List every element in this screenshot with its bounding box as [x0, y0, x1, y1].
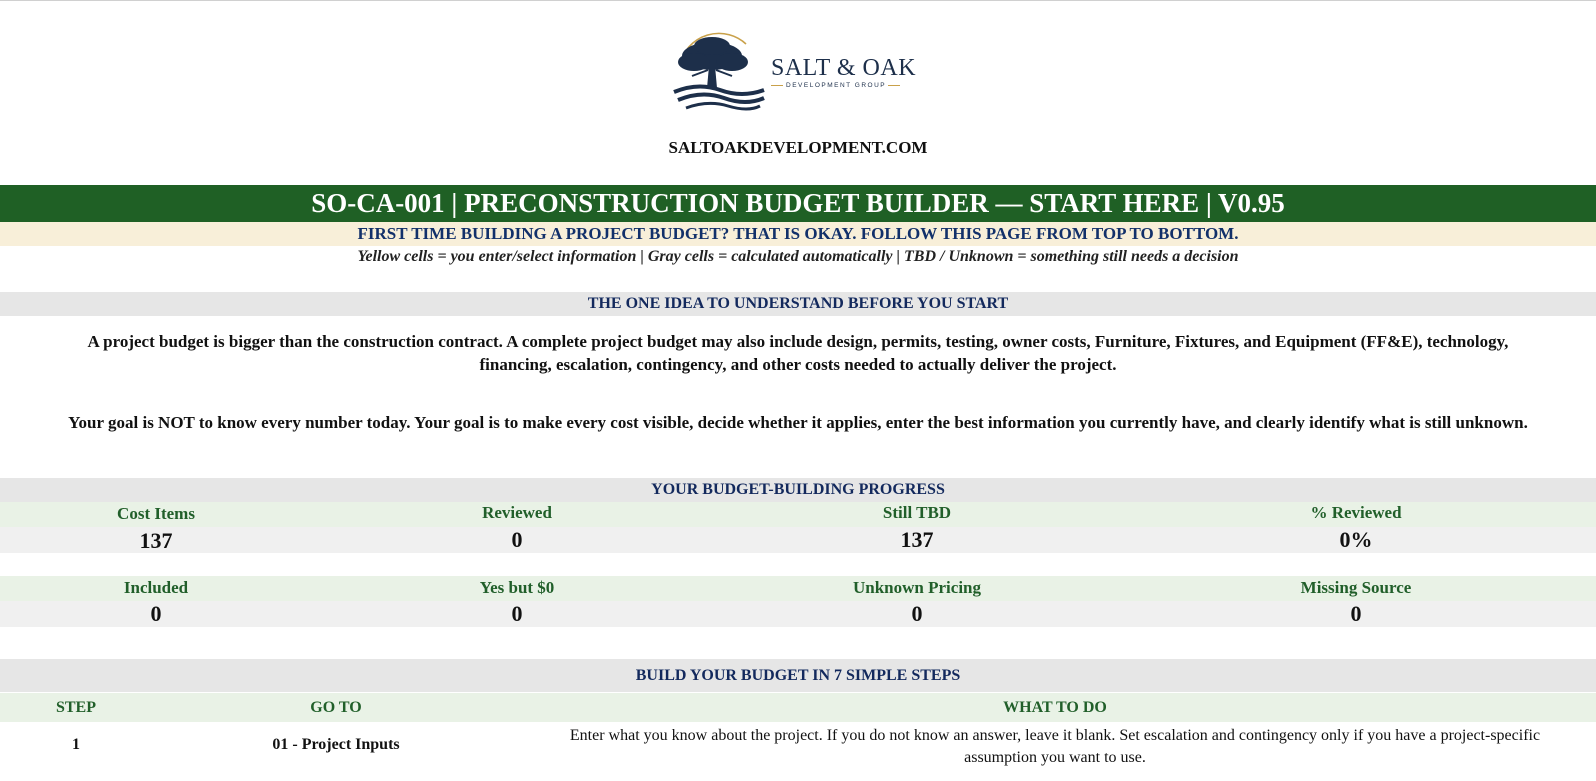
- step-instructions: [530, 725, 1580, 769]
- metric-label-yes-but-zero: Yes but $0: [479, 578, 555, 597]
- page-title: SO-CA-001 | PRECONSTRUCTION BUDGET BUILDER — START HERE | V0.95: [0, 185, 1596, 222]
- steps-heading: BUILD YOUR BUDGET IN 7 SIMPLE STEPS: [0, 659, 1596, 692]
- metric-label-still-tbd: Still TBD: [882, 503, 952, 522]
- cell-legend: Yellow cells = you enter/select information | Gray cells = calculated automatically | TBD / Unknown = something still needs a decision: [357, 248, 1239, 265]
- metric-label-unknown-pricing: Unknown Pricing: [853, 578, 981, 597]
- metric-value-unknown-pricing: 0: [911, 601, 923, 626]
- website-link[interactable]: SALTOAKDEVELOPMENT.COM: [668, 138, 928, 157]
- step-go-to-link[interactable]: 01 - Project Inputs: [272, 736, 400, 753]
- logo-rule-right: [888, 85, 900, 86]
- metric-label-cost-items: Cost Items: [117, 504, 195, 523]
- metric-label-included: Included: [123, 578, 189, 597]
- goal-text: Your goal is NOT to know every number today. Your goal is to make every cost visible, decide whether it applies, enter the best information you currently have, and clearly identify what is still unknown.: [68, 413, 1528, 432]
- step-instructions-line-1: Enter what you know about the project. If you do not know an answer, leave it blank. Set escalation and contingency only if you have a project-specific: [569, 727, 1541, 744]
- idea-text-line-1: A project budget is bigger than the construction contract. A complete project budget may also include design, permits, testing, owner costs, Furniture, Fixtures, and Equipment (FF&E), technology,: [87, 332, 1509, 351]
- page-subtitle: FIRST TIME BUILDING A PROJECT BUDGET? THAT IS OKAY. FOLLOW THIS PAGE FROM TOP TO BOTTOM.: [0, 222, 1596, 246]
- logo-subtitle: DEVELOPMENT GROUP: [786, 82, 887, 89]
- column-header-what-to-do: WHAT TO DO: [1003, 699, 1107, 716]
- column-header-go-to: GO TO: [310, 699, 362, 716]
- logo-rule-left: [771, 85, 783, 86]
- metric-value-still-tbd: 137: [900, 527, 934, 552]
- metric-value-yes-but-zero: 0: [511, 601, 523, 626]
- idea-text-line-2: financing, escalation, contingency, and other costs needed to actually deliver the project.: [479, 355, 1117, 374]
- metric-value-missing-source: 0: [1350, 601, 1362, 626]
- column-header-step: STEP: [55, 699, 96, 716]
- logo-wordmark: SALT & OAK: [771, 55, 917, 81]
- metric-value-reviewed: 0: [511, 527, 523, 552]
- idea-heading: THE ONE IDEA TO UNDERSTAND BEFORE YOU START: [0, 292, 1596, 316]
- metric-label-reviewed: Reviewed: [482, 503, 552, 522]
- metric-value-cost-items: 137: [139, 528, 173, 553]
- progress-heading: YOUR BUDGET-BUILDING PROGRESS: [0, 478, 1596, 502]
- step-number: 1: [72, 736, 80, 753]
- metric-label-percent-reviewed: % Reviewed: [1310, 503, 1402, 522]
- top-border: [0, 0, 1596, 1]
- metric-value-included: 0: [150, 601, 162, 626]
- metric-value-percent-reviewed: 0%: [1339, 527, 1373, 552]
- oak-tree-icon: [668, 22, 768, 114]
- step-instructions-line-2: assumption you want to use.: [964, 749, 1146, 766]
- metric-label-missing-source: Missing Source: [1300, 578, 1412, 597]
- company-logo: [668, 22, 920, 114]
